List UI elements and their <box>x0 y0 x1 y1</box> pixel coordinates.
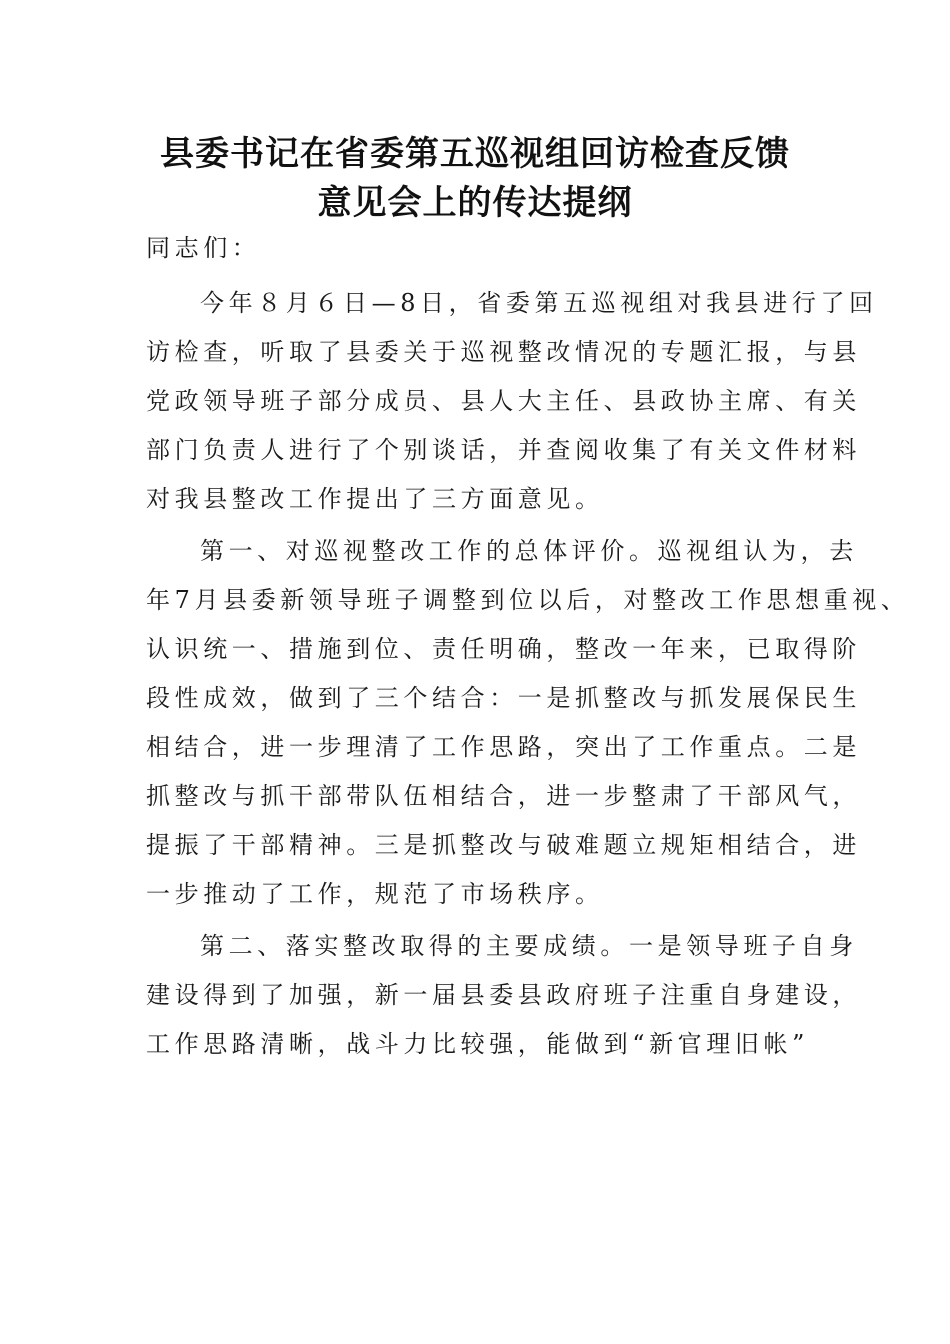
salutation: 同志们： <box>146 234 261 262</box>
paragraph-line: 访检查，听取了县委关于巡视整改情况的专题汇报，与县 <box>146 338 861 366</box>
paragraph-line: 认识统一、措施到位、责任明确，整改一年来，已取得阶 <box>146 635 861 663</box>
paragraph-line: 段性成效，做到了三个结合：一是抓整改与抓发展保民生 <box>146 684 861 712</box>
paragraph-line: 建设得到了加强，新一届县委县政府班子注重自身建设， <box>146 981 861 1009</box>
paragraph-line: 党政领导班子部分成员、县人大主任、县政协主席、有关 <box>146 387 861 415</box>
paragraph-line: 抓整改与抓干部带队伍相结合，进一步整肃了干部风气， <box>146 782 861 810</box>
paragraph-line: 第一、对巡视整改工作的总体评价。巡视组认为，去 <box>200 537 858 565</box>
paragraph-line: 部门负责人进行了个别谈话，并查阅收集了有关文件材料 <box>146 436 861 464</box>
paragraph-line: 年7月县委新领导班子调整到位以后，对整改工作思想重视、 <box>146 586 910 614</box>
document-title-line-2: 意见会上的传达提纲 <box>317 183 633 223</box>
paragraph-line: 提振了干部精神。三是抓整改与破难题立规矩相结合，进 <box>146 831 861 859</box>
paragraph-line: 相结合，进一步理清了工作思路，突出了工作重点。二是 <box>146 733 861 761</box>
paragraph-line: 第二、落实整改取得的主要成绩。一是领导班子自身 <box>200 932 858 960</box>
paragraph-line: 工作思路清晰，战斗力比较强，能做到“新官理旧帐” <box>146 1030 809 1058</box>
document-title-line-1: 县委书记在省委第五巡视组回访检查反馈 <box>160 134 790 174</box>
paragraph-line: 今年８月６日—8日，省委第五巡视组对我县进行了回 <box>200 289 878 317</box>
paragraph-line: 对我县整改工作提出了三方面意见。 <box>146 485 604 513</box>
paragraph-line: 一步推动了工作，规范了市场秩序。 <box>146 880 604 908</box>
